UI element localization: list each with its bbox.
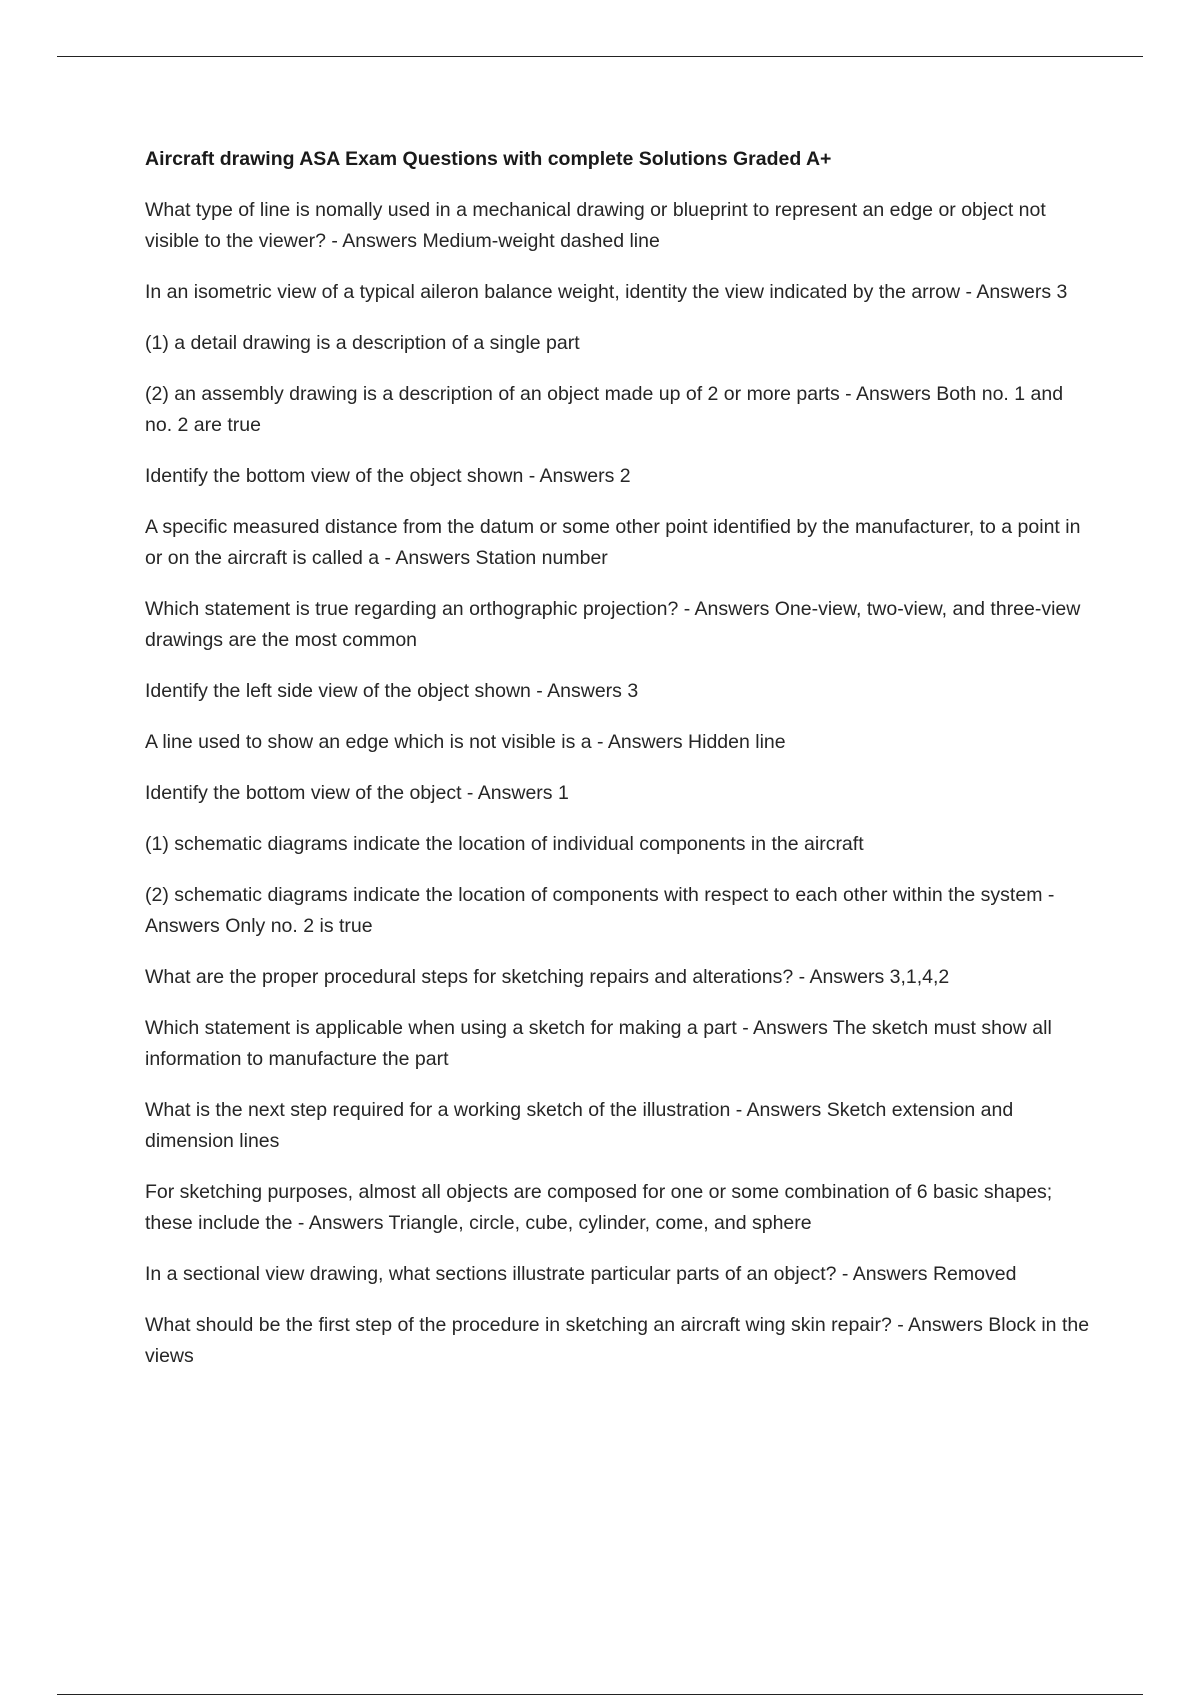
top-divider	[57, 56, 1143, 57]
paragraph: A specific measured distance from the datum or some other point identified by the manufacturer, to a point in or on the aircraft is called a - Answers Station number	[145, 516, 1081, 569]
paragraph: Which statement is applicable when using a sketch for making a part - Answers The sketch must show all information to manufacture the part	[145, 1017, 1052, 1070]
bottom-divider	[57, 1694, 1143, 1695]
document-title: Aircraft drawing ASA Exam Questions with complete Solutions Graded A+	[145, 148, 832, 170]
document-body	[145, 144, 1095, 1392]
paragraph: (1) schematic diagrams indicate the location of individual components in the aircraft	[145, 833, 864, 855]
paragraph: (2) schematic diagrams indicate the location of components with respect to each other within the system - Answers Only no. 2 is true	[145, 884, 1055, 937]
paragraph: Identify the left side view of the object shown - Answers 3	[145, 680, 639, 702]
paragraph: For sketching purposes, almost all objects are composed for one or some combination of 6 basic shapes; these include the - Answers Triangle, circle, cube, cylinder, come, and sphere	[145, 1181, 1053, 1234]
paragraph: Identify the bottom view of the object shown - Answers 2	[145, 465, 631, 487]
paragraph: In an isometric view of a typical aileron balance weight, identity the view indicated by the arrow - Answers 3	[145, 281, 1068, 303]
paragraph: What are the proper procedural steps for sketching repairs and alterations? - Answers 3,1,4,2	[145, 966, 950, 988]
paragraph: Identify the bottom view of the object - Answers 1	[145, 782, 569, 804]
paragraph: What is the next step required for a working sketch of the illustration - Answers Sketch extension and dimension lines	[145, 1099, 1014, 1152]
paragraph: (2) an assembly drawing is a description of an object made up of 2 or more parts - Answers Both no. 1 and no. 2 are true	[145, 383, 1064, 436]
paragraph: What should be the first step of the procedure in sketching an aircraft wing skin repair? - Answers Block in the views	[145, 1314, 1090, 1367]
paragraph: A line used to show an edge which is not visible is a - Answers Hidden line	[145, 731, 786, 753]
paragraph: (1) a detail drawing is a description of a single part	[145, 332, 580, 354]
paragraph: What type of line is nomally used in a mechanical drawing or blueprint to represent an edge or object not visible to the viewer? - Answers Medium-weight dashed line	[145, 199, 1046, 252]
paragraph: Which statement is true regarding an orthographic projection? - Answers One-view, two-view, and three-view drawings are the most common	[145, 598, 1081, 651]
paragraph: In a sectional view drawing, what sections illustrate particular parts of an object? - Answers Removed	[145, 1263, 1017, 1285]
